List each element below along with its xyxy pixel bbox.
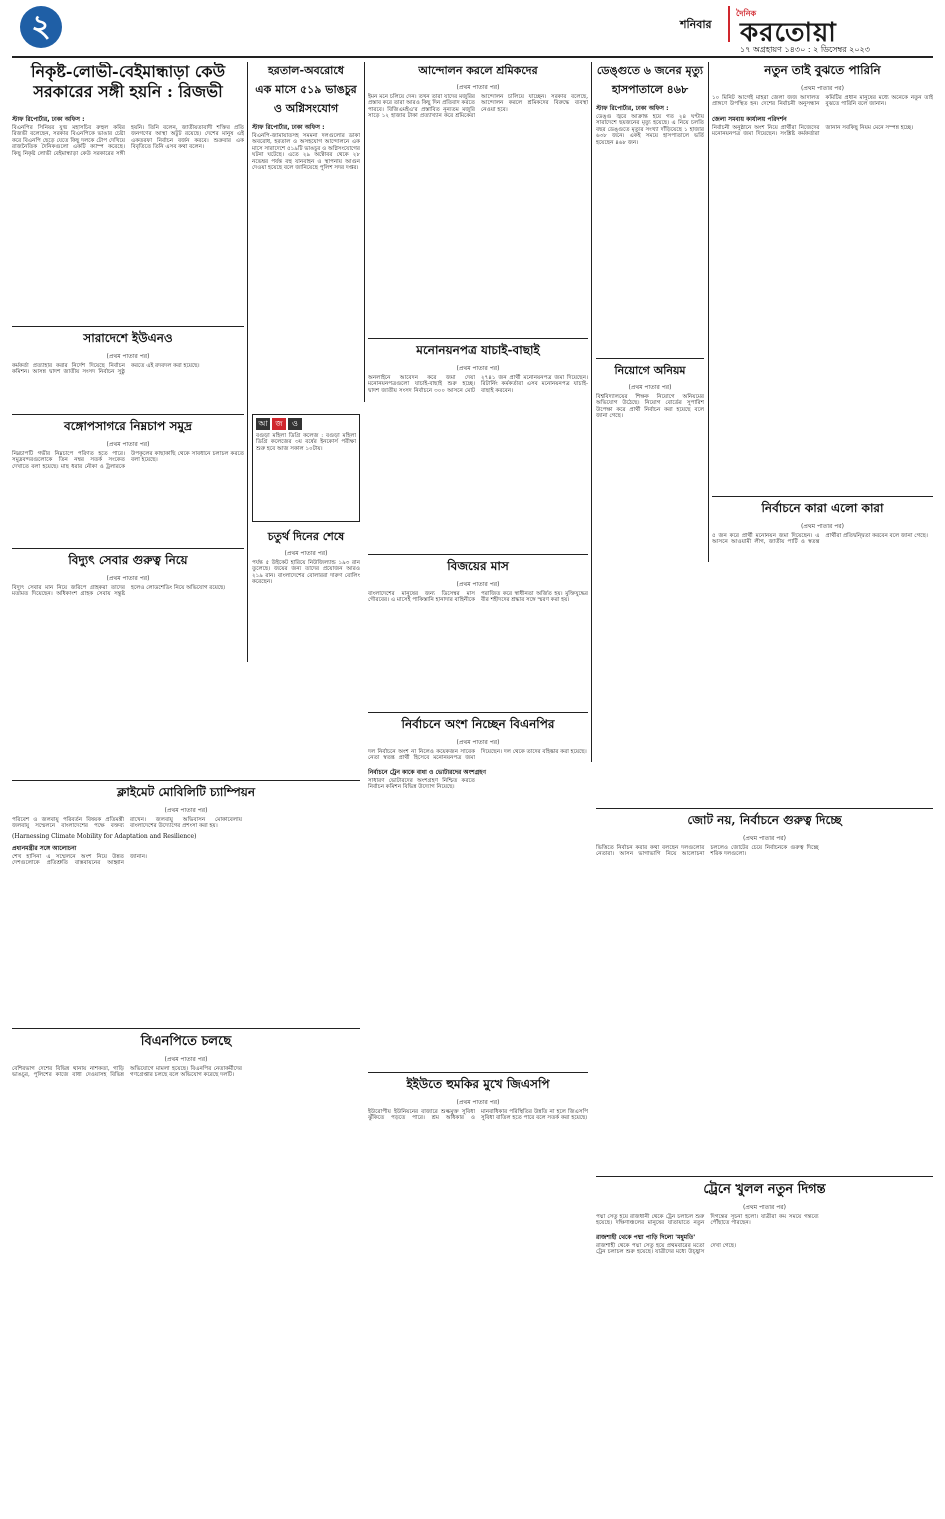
headline: ট্রেনে খুলল নতুন দিগন্ত bbox=[703, 1182, 826, 1197]
continued-label: (প্রথম পাতার পর) bbox=[164, 1056, 208, 1063]
article-body: ইউরোপীয় ইউনিয়নের বাজারে শুল্কমুক্ত সুবিধা ঝুঁকিতে পড়তে পারে। শ্রম অধিকার ও মানবাধিকার পরিস্থিতির উন্নতি না হলে জিএসপি সুবিধা বাতিল হতে পারে বলে সতর্ক করা হয়েছে। bbox=[368, 1109, 588, 1122]
paper-small-label: দৈনিক bbox=[736, 9, 757, 18]
article-train bbox=[596, 1180, 933, 1510]
col-rule bbox=[364, 62, 365, 402]
section-rule bbox=[368, 1072, 588, 1073]
article-body: ডেঙ্গু জ্বরে আক্রান্ত হয়ে গত ২৪ ঘণ্টায় সারাদেশে ছয়জনের মৃত্যু হয়েছে। এ নিয়ে চলতি বছর ডেঙ্গুতে মৃত্যুর সংখ্যা দাঁড়িয়েছে ১ হাজার ৬৩৮ জনে। একই সময়ে হাসপাতালে ভর্তি হয়েছেন ৪৬৮ জন। bbox=[596, 114, 704, 146]
subhead: নির্বাচনে ট্রেন কাকে বাধা ও ভোটারদের অংশগ্রহণ bbox=[368, 768, 486, 776]
article-body: ইমন মনে চলিয়ে দেন। তখন তারা যাদের মজুরির প্রস্তাব করে তারা আরও কিছু দিন প্রতিবাদ করতে পারবে। বিজিএমইএ'র প্রস্তাবিত নূন্যতম মজুরি সাড়ে ১২ হাজার টাকা প্রত্যাখ্যান করে শ্রমিকেরা আন্দোলন চালিয়ে যাচ্ছেন। সরকার বলেছে, আন্দোলন করলে শ্রমিকদের বিরুদ্ধে ব্যবস্থা নেওয়া হবে। bbox=[368, 94, 588, 120]
headline: হরতাল-অবরোধে bbox=[268, 64, 344, 77]
article-body-2: শেখ হাসিনা এ সম্মেলনে অংশ নিয়ে উন্নত দেশগুলোকে প্রতিশ্রুতি বাস্তবায়নের আহ্বান জানান। bbox=[12, 853, 147, 867]
article-body: ১০ মিনিট আগেই মাহরা জেলা জজ আদালত প্রাঙ্গণে উপস্থিত হন। দেশের নির্বাচনী অনুসন্ধান কমিটির প্রধান মানুষের মধ্যে অনেকে নতুন তাই বুঝতে পারিনি বলে জানান। bbox=[712, 95, 933, 108]
section-rule bbox=[596, 1176, 933, 1177]
col-rule bbox=[591, 62, 592, 762]
article-body-2: নির্বাচনী অনুষ্ঠানে অংশ নিয়ে প্রার্থীরা নিজেদের মনোনয়নপত্র জমা দিয়েছেন। সংশ্লিষ্ট কর্মকর্তারা জানান সবকিছু নিয়ম মেনে সম্পন্ন হচ্ছে। bbox=[712, 124, 914, 138]
article-kara-elo bbox=[712, 500, 933, 800]
headline: নির্বাচনে অংশ নিচ্ছেন বিএনপির bbox=[401, 717, 555, 731]
continued-label: (প্রথম পাতার পর) bbox=[456, 581, 500, 588]
continued-label: (প্রথম পাতার পর) bbox=[284, 550, 328, 557]
continued-label: (প্রথম পাতার পর) bbox=[456, 1099, 500, 1106]
continued-label: (প্রথম পাতার পর) bbox=[743, 1204, 786, 1211]
headline: নিয়োগে অনিয়ম bbox=[614, 364, 686, 377]
article-rijvi bbox=[12, 62, 244, 322]
article-climate bbox=[12, 784, 360, 1024]
article-body: ভিত্তিতে নির্বাচন করার কথা বলছেন দলগুলোর নেতারা। আসন ভাগাভাগি নিয়ে আলোচনা চললেও জোটের চেয়ে নির্বাচনকে গুরুত্ব দিচ্ছে শরিক দলগুলো। bbox=[596, 845, 819, 858]
article-body: বিদ্যুৎ সেবার মান নিয়ে জরিপে গ্রাহকরা তাদের মতামত দিয়েছেন। অধিকাংশ গ্রাহক সেবায় সন্তুষ্ট হলেও লোডশেডিং নিয়ে অভিযোগ রয়েছে। bbox=[12, 585, 226, 598]
continued-label: (প্রথম পাতার পর) bbox=[456, 739, 500, 746]
headline-line2: সরকারের সঙ্গী হয়নি : রিজভী bbox=[33, 82, 223, 101]
article-saradeshe bbox=[12, 330, 244, 410]
headline: নতুন তাই বুঝতে পারিনি bbox=[764, 63, 881, 77]
page-number-badge: ২ bbox=[20, 6, 62, 48]
headline: সারাদেশে ইউএনও bbox=[83, 331, 173, 345]
date-line: ১৭ অগ্রহায়ণ ১৪৩০ : ২ ডিসেম্বর ২০২৩ bbox=[740, 45, 870, 54]
notice-badge: ও bbox=[288, 418, 302, 430]
article-bnp-cholche bbox=[12, 1032, 360, 1512]
notice-body: বগুড়া মহিলা ডিগ্রি কলেজ : বগুড়া মহিলা ডিগ্রি কলেজের ৩য় বর্ষের ইনকোর্স পরীক্ষা শুরু হবে আজ সকাল ১০টায়। bbox=[256, 433, 356, 452]
continued-label: (প্রথম পাতার পর) bbox=[743, 835, 786, 842]
article-bijoy bbox=[368, 558, 588, 708]
section-rule bbox=[12, 326, 244, 327]
section-rule bbox=[596, 358, 704, 359]
headline: আন্দোলন করলে শ্রমিকদের bbox=[418, 64, 538, 77]
section-rule bbox=[368, 554, 588, 555]
article-body: বেশিরভাগ দেশের বিভিন্ন থানায় নাশকতা, গাড়ি ভাঙচুর, পুলিশের কাজে বাধা দেওয়াসহ বিভিন্ন অভিযোগে মামলা হয়েছে। বিএনপির নেতাকর্মীদের গণগ্রেপ্তার চলছে বলে অভিযোগ করেছে দলটি। bbox=[12, 1066, 242, 1079]
continued-label: (প্রথম পাতার পর) bbox=[106, 353, 150, 360]
headline: চতুর্থ দিনের শেষে bbox=[267, 530, 345, 543]
headline: বিদ্যুৎ সেবার গুরুত্ব নিয়ে bbox=[68, 553, 188, 567]
article-nominations bbox=[368, 342, 588, 550]
article-body: অনলাইনে আবেদন করে জমা দেয়া মনোনয়নপত্রগুলো যাচাই-বাছাই শুরু হচ্ছে। দ্বাদশ জাতীয় সংসদ নির্বাচনে ৩০০ আসনে মোট ২৭৪১ জন প্রার্থী মনোনয়নপত্র জমা দিয়েছেন। রিটার্নিং কর্মকর্তারা এসব মনোনয়নপত্র যাচাই-বাছাই করবেন। bbox=[368, 375, 588, 394]
paper-logo bbox=[728, 6, 928, 48]
article-hartal bbox=[252, 62, 360, 418]
byline: স্টাফ রিপোর্টার, ঢাকা অফিস : bbox=[252, 124, 325, 131]
headline: ক্লাইমেট মোবিলিটি চ্যাম্পিয়ন bbox=[117, 785, 255, 799]
notice-box bbox=[252, 414, 360, 522]
article-body: বিএনপির সিনিয়র যুগ্ম মহাসচিব রুহুল কবির রিজভী বলেছেন, সরকার বিএনপিকে ভাঙার চেষ্টা করে বিএনপি ছেড়ে যেতে কিছু দলকে টোপ দেখিয়ে রাজনৈতিক দৈনিকগুলো একটি ক্যাম্প করেছে। কিছু নিকৃষ্ট লোভী বেইমান্ধাড়া কেউ সরকারের সঙ্গী হয়নি। তিনি বলেন, জাতীয়তাবাদী শক্তির প্রতি জনগণের আস্থা অটুট রয়েছে। দেশের মানুষ এই একতরফা নির্বাচন বর্জন করবে। শুক্রবার এক বিবৃতিতে তিনি এসব কথা বলেন। bbox=[12, 125, 244, 157]
subhead: রাজশাহী থেকে পদ্মা পাড়ি দিলো 'মধুমতি' bbox=[596, 1233, 696, 1241]
headline-line2: হাসপাতালে ৪৬৮ bbox=[611, 83, 689, 96]
headline: বিজয়ের মাস bbox=[447, 559, 509, 573]
article-body: বাংলাদেশের মানুষের জন্য ডিসেম্বর মাস গৌরবের। এ মাসেই পাকিস্তানি হানাদার বাহিনীকে পরাজিত করে স্বাধীনতা অর্জিত হয়। মুক্তিযুদ্ধের বীর শহীদদের শ্রদ্ধার সঙ্গে স্মরণ করা হয়। bbox=[368, 591, 588, 604]
article-body: কর্মকর্তা প্রত্যাহার করার নির্দেশ দিয়েছে নির্বাচন কমিশন। আসন্ন দ্বাদশ জাতীয় সংসদ নির্বাচন সুষ্ঠু করতে এই রদবদল করা হয়েছে। bbox=[12, 363, 200, 376]
article-bnp-ongsho bbox=[368, 716, 588, 976]
byline: স্টাফ রিপোর্টার, ঢাকা অফিস : bbox=[12, 116, 85, 123]
continued-label: (প্রথম পাতার পর) bbox=[801, 523, 844, 530]
article-body-2: সাধারণ ভোটারদের অংশগ্রহণ নিশ্চিত করতে নির্বাচন কমিশন বিভিন্ন উদ্যোগ নিয়েছে। bbox=[368, 777, 475, 791]
headline: মনোনয়নপত্র যাচাই-বাছাই bbox=[416, 343, 540, 357]
section-rule bbox=[712, 496, 933, 497]
continued-label: (প্রথম পাতার পর) bbox=[106, 441, 150, 448]
subhead: প্রধানমন্ত্রীর সঙ্গে আলোচনা bbox=[12, 844, 77, 852]
english-phrase: (Harnessing Climate Mobility for Adaptation and Resilience) bbox=[12, 832, 197, 840]
paper-name: করতোয়া bbox=[740, 18, 837, 48]
headline-line3: ও অগ্নিসংযোগ bbox=[273, 102, 339, 115]
headline: বঙ্গোপসাগরে নিম্নচাপ সমুদ্র bbox=[63, 419, 193, 433]
section-rule bbox=[596, 808, 933, 809]
subhead: জেলা সমবায় কার্যালয় পরিদর্শন bbox=[712, 115, 787, 123]
continued-label: (প্রথম পাতার পর) bbox=[456, 365, 500, 372]
masthead-rule bbox=[12, 56, 933, 58]
article-jot bbox=[596, 812, 933, 1062]
continued-label: (প্রথম পাতার পর) bbox=[164, 807, 208, 814]
article-tai bbox=[712, 62, 933, 492]
masthead bbox=[0, 0, 945, 56]
headline: জোট নয়, নির্বাচনে গুরুত্ব দিচ্ছে bbox=[687, 813, 842, 827]
section-rule bbox=[368, 338, 588, 339]
article-body: বিশ্ববিদ্যালয়ের শিক্ষক নিয়োগে অনিয়মের অভিযোগ উঠেছে। নিয়োগ বোর্ডের সুপারিশ উপেক্ষা করে প্রার্থী নির্বাচন করা হয়েছে বলে জানা গেছে। bbox=[596, 394, 704, 420]
continued-label: (প্রথম পাতার পর) bbox=[456, 84, 500, 91]
article-body: পর্যন্ত ৫ উইকেট হারিয়ে নিউজিল্যান্ড ১৯৩ রান তুলেছে। জয়ের জন্য তাদের প্রয়োজন আরও ২১৯ রান। বাংলাদেশের বোলাররা দারুণ বোলিং করেছেন। bbox=[252, 560, 360, 586]
section-rule bbox=[12, 414, 244, 415]
headline: নির্বাচনে কারা এলো কারা bbox=[761, 501, 884, 515]
headline: ইইউতে হুমকির মুখে জিএসপি bbox=[406, 1077, 550, 1091]
continued-label: (প্রথম পাতার পর) bbox=[628, 384, 672, 391]
continued-label: (প্রথম পাতার পর) bbox=[106, 575, 150, 582]
continued-label: (প্রথম পাতার পর) bbox=[801, 85, 844, 92]
section-rule bbox=[12, 548, 244, 549]
article-niyoge bbox=[596, 362, 704, 662]
headline: ডেঙ্গুতে ৬ জনের মৃত্যু bbox=[596, 64, 704, 77]
article-dengue bbox=[596, 62, 704, 352]
day-label: শনিবার bbox=[680, 18, 712, 31]
article-body: বিএনপি-জামায়াতসহ সমমনা দলগুলোর ডাকা অবরোধ, হরতাল ও অসহযোগ আন্দোলনে এক মাসে সারাদেশে ৫১৯টি ভাঙচুর ও অগ্নিসংযোগের ঘটনা ঘটেছে। এতে ২৯ অক্টোবর থেকে ২৮ নভেম্বর পর্যন্ত বহু যানবাহন ও স্থাপনায় আগুন দেওয়া হয়েছে বলে জানিয়েছে পুলিশ সদর দপ্তর। bbox=[252, 133, 360, 172]
article-workers bbox=[368, 62, 588, 332]
col-rule bbox=[247, 62, 248, 662]
section-rule bbox=[12, 1028, 360, 1029]
article-body-2: রাজশাহী থেকে পদ্মা সেতু হয়ে প্রথমবারের মতো ট্রেন চলাচল শুরু হয়েছে। যাত্রীদের মধ্যে উচ্ছ্বাস দেখা গেছে। bbox=[596, 1242, 737, 1256]
article-body: ৫ জন করে প্রার্থী মনোনয়ন জমা দিয়েছেন। এ আসনে আওয়ামী লীগ, জাতীয় পার্টি ও স্বতন্ত্র প্রার্থীরা প্রতিদ্বন্দ্বিতা করবেন বলে জানা গেছে। bbox=[712, 533, 928, 546]
headline: বিএনপিতে চলছে bbox=[140, 1034, 232, 1049]
headline: নিকৃষ্ট-লোভী-বেইমান্ধাড়া কেউ bbox=[30, 62, 226, 81]
headline-line2: এক মাসে ৫১৯ ভাঙচুর bbox=[255, 83, 357, 96]
article-body: পরিবেশ ও জলবায়ু পরিবর্তন বিষয়ক প্রতিমন্ত্রী জলবায়ু সম্মেলনে বাংলাদেশের পক্ষে বক্তব্য রাখেন। জলবায়ু অভিবাসন মোকাবেলায় বাংলাদেশের উদ্যোগের প্রশংসা করা হয়। bbox=[12, 817, 242, 830]
article-bongopo bbox=[12, 418, 244, 544]
article-bidyut bbox=[12, 552, 244, 664]
notice-badge: জ bbox=[272, 418, 286, 430]
article-body: দল নির্বাচনে অংশ না নিলেও কয়েকজন সাবেক নেতা স্বতন্ত্র প্রার্থী হিসেবে মনোনয়নপত্র জমা দিয়েছেন। দল থেকে তাদের বহিষ্কার করা হয়েছে। bbox=[368, 749, 587, 762]
byline: স্টাফ রিপোর্টার, ঢাকা অফিস : bbox=[596, 105, 669, 112]
section-rule bbox=[368, 712, 588, 713]
col-rule bbox=[708, 62, 709, 562]
article-chaturtho bbox=[252, 528, 360, 774]
notice-badge: আ bbox=[256, 418, 270, 430]
section-rule bbox=[12, 780, 360, 781]
article-body: পদ্মা সেতু হয়ে রাজধানী থেকে ট্রেন চলাচল শুরু হয়েছে। দক্ষিণাঞ্চলের মানুষের যাতায়াতে নতুন দিগন্তের সূচনা হলো। যাত্রীরা কম সময়ে গন্তব্যে পৌঁছাতে পারছেন। bbox=[596, 1214, 819, 1227]
article-body: নিম্নচাপটি গভীর নিম্নচাপে পরিণত হতে পারে। সমুদ্রবন্দরগুলোকে তিন নম্বর সতর্ক সংকেত দেখাতে বলা হয়েছে। মাছ ধরার নৌকা ও ট্রলারকে উপকূলের কাছাকাছি থেকে সাবধানে চলাচল করতে বলা হয়েছে। bbox=[12, 451, 244, 470]
